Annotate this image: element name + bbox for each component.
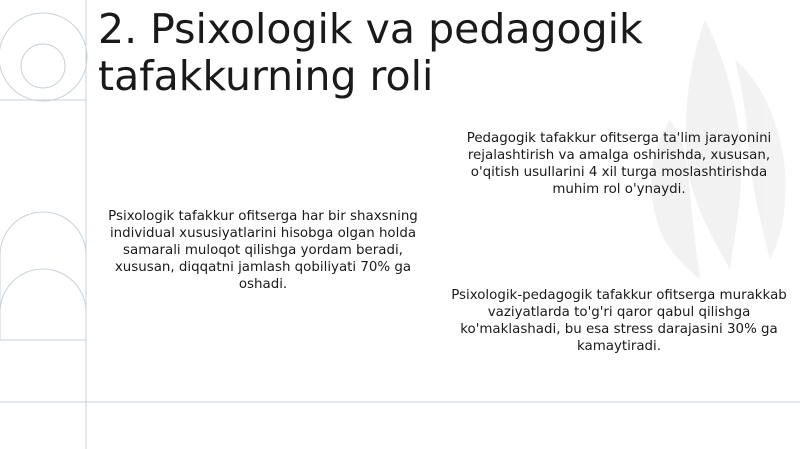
inner-arch-shape	[0, 269, 86, 340]
slide-title: 2. Psixologik va pedagogik tafakkurning roli	[98, 5, 643, 100]
pedagogical-thinking-paragraph: Pedagogik tafakkur ofitserga ta'lim jarayonini rejalashtirish va amalga oshirishda, xususan, o'qitish usullarini 4 xil turga moslashtirishda muhim rol o'ynaydi.	[466, 131, 772, 197]
inner-circle-shape	[21, 44, 65, 88]
outer-arch-shape	[0, 212, 86, 340]
psychological-thinking-paragraph: Psixologik tafakkur ofitserga har bir shaxsning individual xususiyatlarini hisobga olgan holda samarali muloqot qilishga yordam beradi, xususan, diqqatni jamlash qobiliyati 70% ga oshadi.	[108, 209, 418, 292]
psycho-pedagogical-thinking-paragraph: Psixologik-pedagogik tafakkur ofitserga murakkab vaziyatlarda to'g'ri qaror qabul qilishga ko'maklashadi, bu esa stress darajasini 30% ga kamaytiradi.	[451, 288, 787, 354]
